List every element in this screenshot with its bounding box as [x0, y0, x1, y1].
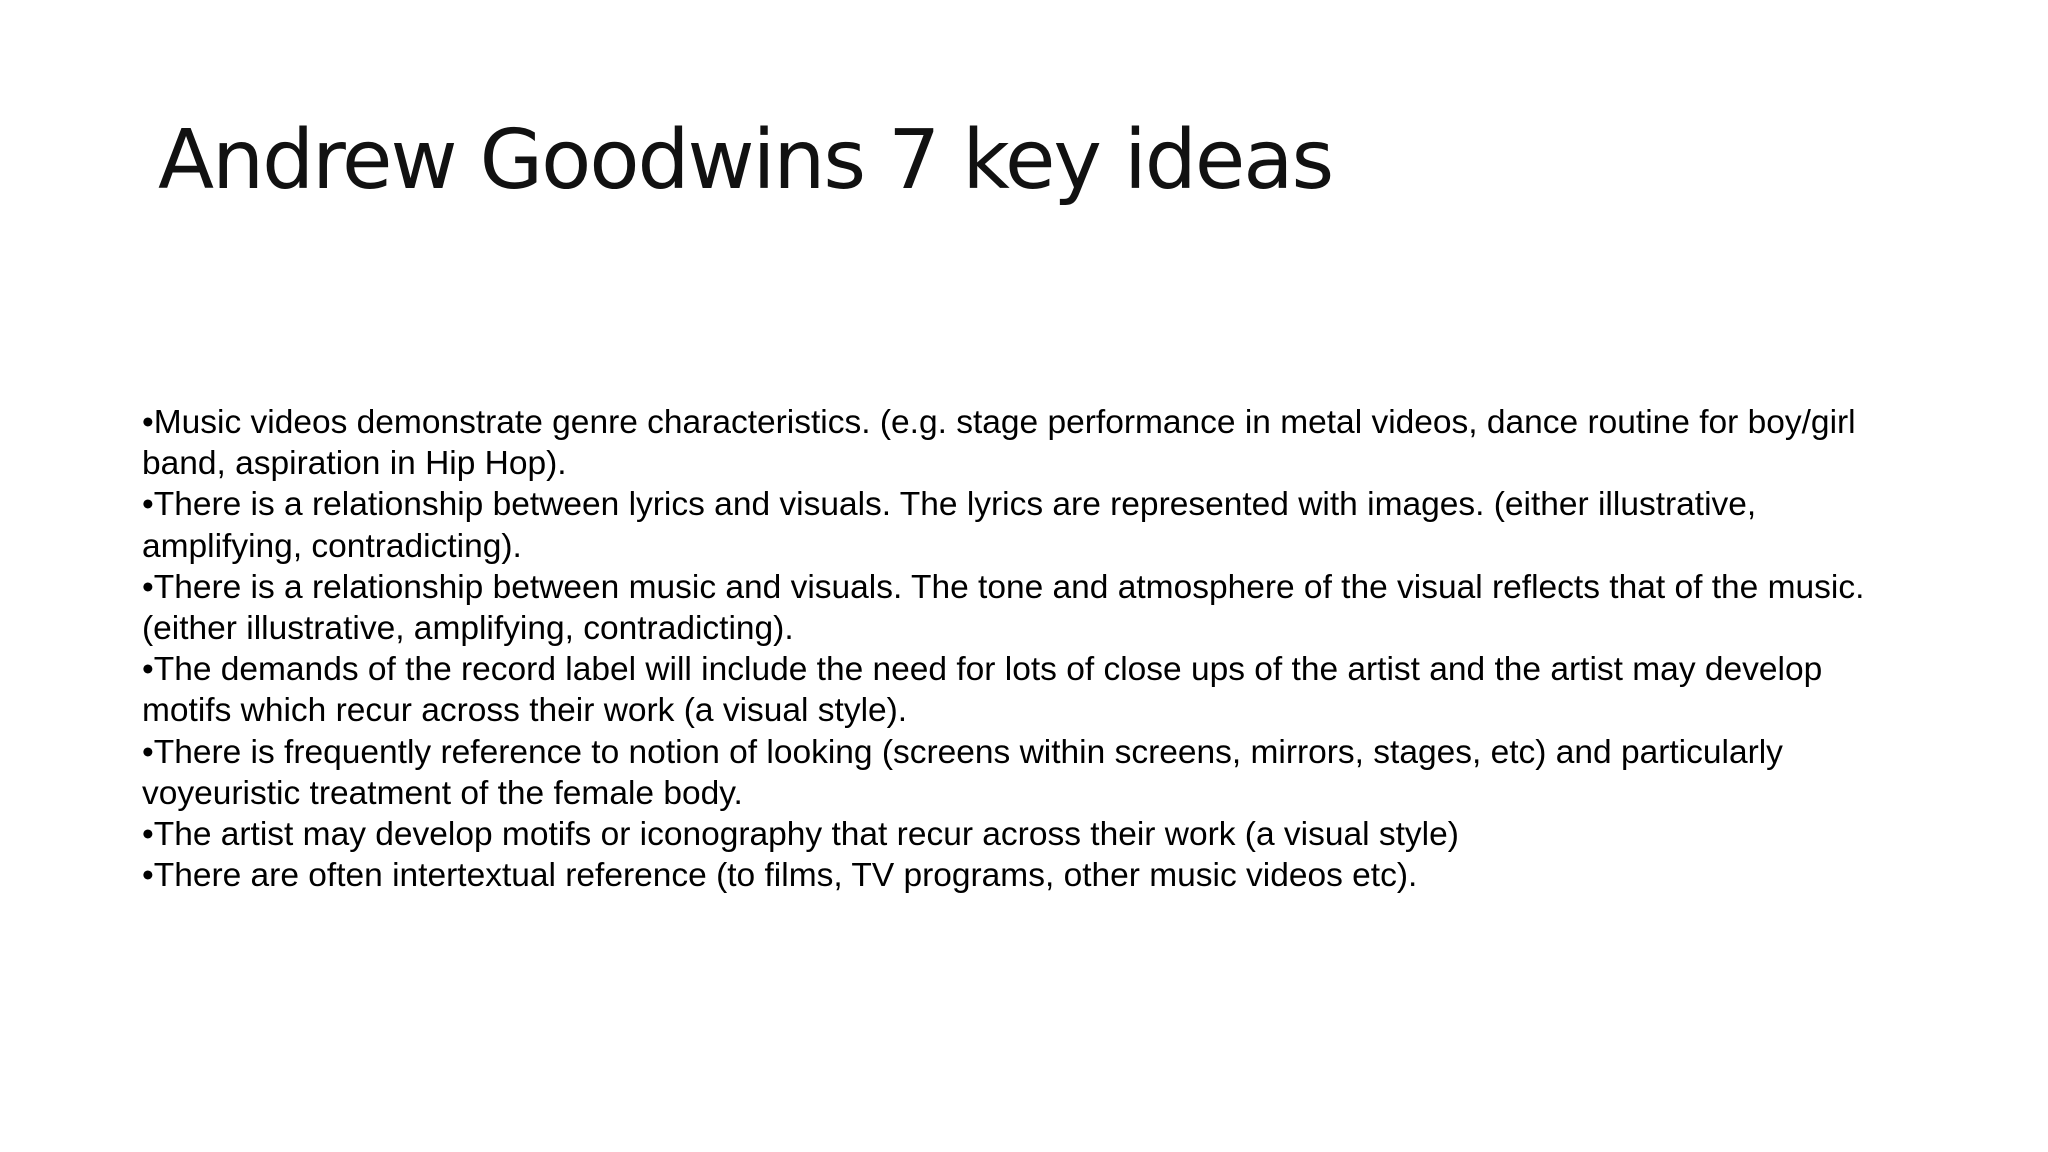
- bullet-point-looking: •There is frequently reference to notion of looking (screens within screens, mirrors, stages, etc) and particularly voyeuristic treatment of the female body.: [142, 733, 1783, 812]
- bullet-point-motifs: •The artist may develop motifs or iconography that recur across their work (a visual style): [142, 816, 1459, 854]
- slide-title: Andrew Goodwins 7 key ideas: [158, 113, 1333, 208]
- bullet-list: [142, 402, 1882, 896]
- bullet-point-record-label: •The demands of the record label will include the need for lots of close ups of the artist and the artist may develop motifs which recur across their work (a visual style).: [142, 651, 1823, 730]
- bullet-point-intertextual: •There are often intertextual reference (to films, TV programs, other music videos etc).: [142, 857, 1418, 895]
- bullet-point-genre: •Music videos demonstrate genre characteristics. (e.g. stage performance in metal videos, dance routine for boy/girl band, aspiration in Hip Hop).: [142, 404, 1856, 483]
- bullet-point-music-visuals: •There is a relationship between music and visuals. The tone and atmosphere of the visual reflects that of the music. (either illustrative, amplifying, contradicting).: [142, 568, 1865, 648]
- bullet-point-lyrics-visuals: •There is a relationship between lyrics and visuals. The lyrics are represented with images. (either illustrative, amplifying, contradicting).: [142, 486, 1757, 565]
